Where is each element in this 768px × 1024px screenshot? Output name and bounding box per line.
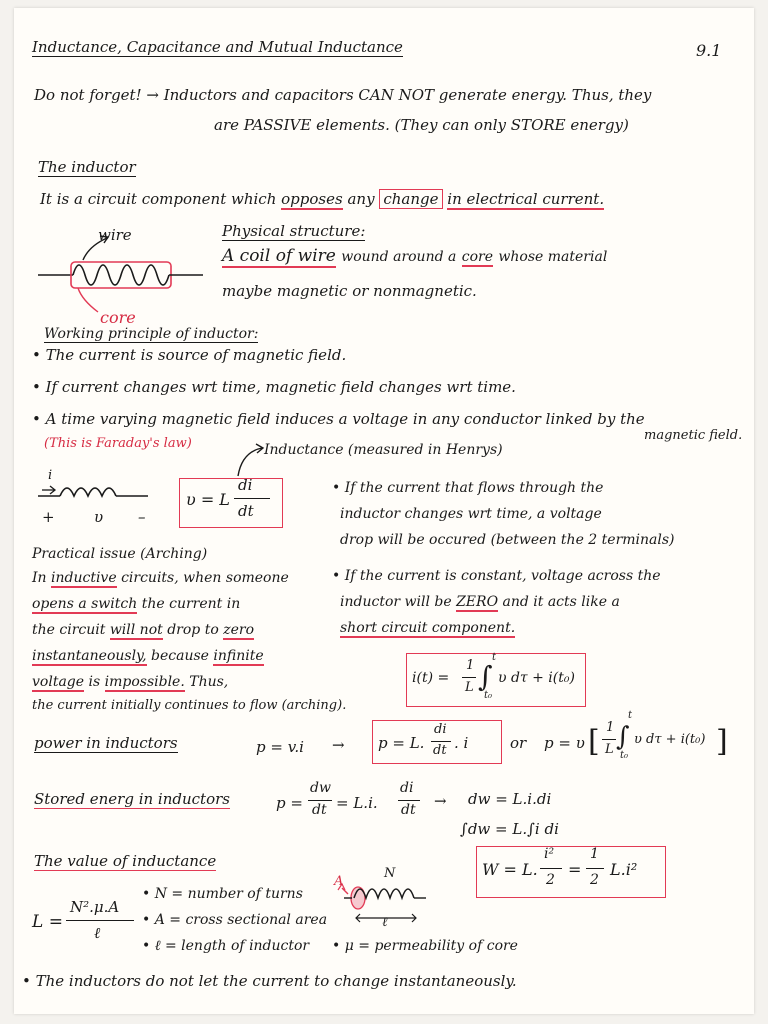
energy-w-fraction-bar <box>540 868 562 869</box>
arcing-line-2: opens a switch the current in <box>32 596 241 612</box>
current-eq-integral-sign: ∫ <box>478 660 493 693</box>
energy-dt: dt <box>312 802 327 818</box>
energy-w-den: 2 <box>546 872 555 888</box>
coil-a-label: A <box>334 874 344 889</box>
energy-di: di <box>400 780 414 796</box>
note-2-line-3: short circuit component. <box>340 620 516 636</box>
energy-w-den-2: 2 <box>590 872 599 888</box>
power-alt-close-bracket: ] <box>716 724 728 759</box>
energy-w-fraction-bar-2 <box>586 868 604 869</box>
current-eq-L: L <box>465 680 474 695</box>
power-alt-lower-limit: t₀ <box>620 750 629 761</box>
def-a: • A = cross sectional area <box>142 912 328 928</box>
intro-line-1: Do not forget! → Inductors and capacitors CAN NOT generate energy. Thus, they <box>34 86 652 104</box>
energy-dw-eq: dw = L.i.di <box>468 790 552 808</box>
power-heading: power in inductors <box>34 734 178 752</box>
energy-heading: Stored energ in inductors <box>34 790 230 808</box>
def-n: • N = number of turns <box>142 886 303 902</box>
current-eq-lower-limit: t₀ <box>484 690 493 701</box>
core-label: core <box>100 308 136 327</box>
energy-dw: dw <box>310 780 331 796</box>
power-eq-num: di <box>434 722 447 737</box>
voltage-eq-den: dt <box>238 502 254 520</box>
arcing-line-4: instantaneously, because infinite <box>32 648 264 664</box>
energy-w-equals: = <box>568 860 582 879</box>
energy-w-lhs: W = L. <box>482 860 538 879</box>
power-eq-den: dt <box>433 743 447 758</box>
power-vi: p = v.i <box>256 738 304 756</box>
energy-mid: = L.i. <box>336 794 378 812</box>
arcing-line-6: the current initially continues to flow (arching). <box>32 698 347 713</box>
faraday-note: (This is Faraday's law) <box>44 436 192 451</box>
power-eq-tail: . i <box>454 734 469 752</box>
inductance-note: Inductance (measured in Henrys) <box>264 442 503 458</box>
minus-terminal: – <box>138 508 146 526</box>
energy-fraction-bar-1 <box>308 800 332 801</box>
current-eq-body: υ dτ + i(t₀) <box>498 670 575 686</box>
value-eq-den: ℓ <box>94 924 101 942</box>
value-eq-num: N².μ.A <box>70 898 120 916</box>
voltage-eq-fraction-bar <box>234 498 270 499</box>
coil-n-label: N <box>384 866 396 881</box>
current-label: i <box>48 468 53 483</box>
def-l: • ℓ = length of inductor <box>142 938 310 954</box>
physical-structure-heading: Physical structure: <box>222 222 366 240</box>
power-alt-one: 1 <box>606 720 615 735</box>
energy-p-lhs: p = <box>276 794 303 812</box>
working-bullet-3-cont: magnetic field. <box>644 428 743 443</box>
voltage-eq-lhs: υ = L <box>186 490 230 509</box>
voltage-label: υ <box>94 508 104 526</box>
working-principle-heading: Working principle of inductor: <box>44 326 259 342</box>
energy-w-num-2: 1 <box>590 846 599 862</box>
power-alt-L: L <box>605 742 614 757</box>
inductor-heading: The inductor <box>38 158 136 176</box>
current-eq-upper-limit: t <box>492 652 497 663</box>
value-eq-lhs: L = <box>32 912 63 932</box>
plus-terminal: + <box>42 508 55 526</box>
inductance-pointer-arrow <box>236 444 266 478</box>
energy-w-num: i² <box>544 846 555 862</box>
current-eq-lhs: i(t) = <box>412 670 450 686</box>
arcing-line-1: In inductive circuits, when someone <box>32 570 289 586</box>
page-number: 9.1 <box>696 41 722 60</box>
energy-dt-2: dt <box>401 802 416 818</box>
energy-integral-eq: ∫dw = L.∫i di <box>460 820 559 838</box>
notebook-page <box>14 8 754 1014</box>
energy-w-tail: L.i² <box>610 860 638 879</box>
value-eq-fraction-bar <box>66 920 134 921</box>
page-title: Inductance, Capacitance and Mutual Inductance <box>32 38 403 56</box>
arcing-heading: Practical issue (Arching) <box>32 546 208 562</box>
power-or: or <box>510 734 527 752</box>
energy-fraction-bar-2 <box>398 800 420 801</box>
def-mu: • μ = permeability of core <box>332 938 518 954</box>
coil-l-label: ℓ <box>382 915 388 930</box>
wire-label: wire <box>98 226 132 244</box>
footer-note: • The inductors do not let the current to change instantaneously. <box>22 972 517 990</box>
power-alt-integral-sign: ∫ <box>616 722 630 752</box>
power-alt-open-bracket: [ <box>588 724 600 759</box>
working-bullet-1: • The current is source of magnetic field. <box>32 346 347 364</box>
physical-structure-line-2: maybe magnetic or nonmagnetic. <box>222 282 477 300</box>
energy-arrow: → <box>434 792 447 810</box>
power-alt-fraction-bar <box>602 739 616 740</box>
note-1-line-2: inductor changes wrt time, a voltage <box>340 506 602 522</box>
note-1-line-1: • If the current that flows through the <box>332 480 604 496</box>
note-1-line-3: drop will be occured (between the 2 terminals) <box>340 532 675 548</box>
power-eq-fraction-bar <box>431 741 451 742</box>
working-bullet-3: • A time varying magnetic field induces a voltage in any conductor linked by the <box>32 410 645 428</box>
current-eq-one: 1 <box>466 658 475 673</box>
physical-structure-line-1: A coil of wire wound around a core whose material <box>222 246 608 266</box>
current-eq-fraction-bar <box>462 677 476 678</box>
intro-line-2: are PASSIVE elements. (They can only STORE energy) <box>214 116 629 134</box>
inductor-definition: It is a circuit component which opposes any change in electrical current. <box>40 190 605 208</box>
power-alt-lhs: p = υ <box>544 734 585 752</box>
note-2-line-1: • If the current is constant, voltage across the <box>332 568 661 584</box>
change-boxed: change <box>379 189 442 209</box>
voltage-eq-num: di <box>238 476 253 494</box>
arcing-line-3: the circuit will not drop to zero <box>32 622 255 638</box>
working-bullet-2: • If current changes wrt time, magnetic field changes wrt time. <box>32 378 516 396</box>
power-eq-lhs: p = L. <box>378 734 425 752</box>
note-2-line-2: inductor will be ZERO and it acts like a <box>340 594 620 610</box>
power-alt-body: υ dτ + i(t₀) <box>634 732 706 747</box>
arcing-line-5: voltage is impossible. Thus, <box>32 674 229 690</box>
inductor-symbol <box>38 478 168 508</box>
value-heading: The value of inductance <box>34 852 217 870</box>
power-arrow: → <box>332 736 345 754</box>
power-alt-upper-limit: t <box>628 710 633 721</box>
